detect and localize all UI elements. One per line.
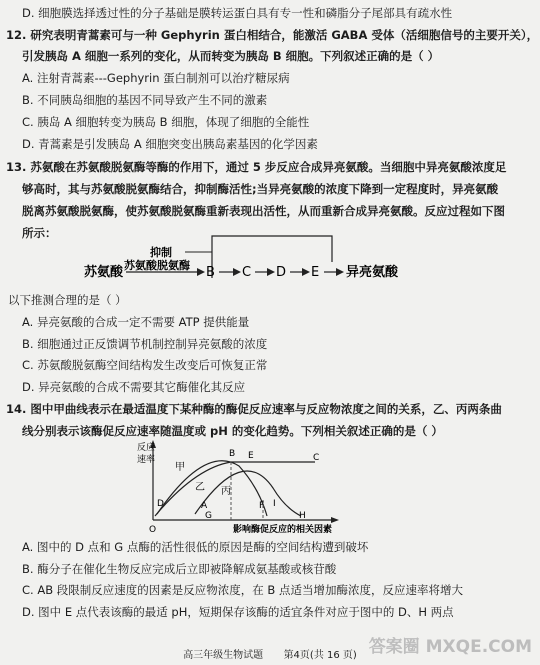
q14-stem-line1: 14. 图中甲曲线表示在最适温度下某种酶的酶促反应速率与反应物浓度之间的关系，乙、丙两条曲 xyxy=(6,402,502,416)
q12-option-a: A. 注射青蒿素---Gephyrin 蛋白制剂可以治疗糖尿病 xyxy=(22,71,290,85)
q13-option-a: A. 异亮氨酸的合成一定不需要 ATP 提供能量 xyxy=(22,315,250,329)
point-b: B xyxy=(229,449,236,459)
point-h: H xyxy=(299,511,306,521)
q13-stem-line4: 所示： xyxy=(22,226,57,240)
point-c: C xyxy=(313,453,320,463)
threonine-label: 苏氨酸 xyxy=(84,265,124,280)
inhibit-label: 抑制 xyxy=(150,246,172,259)
series-jia-label: 甲 xyxy=(175,462,185,473)
point-a: A xyxy=(201,501,208,511)
intermediate-c: C xyxy=(242,265,252,280)
q11-option-d: D. 细胞膜选择透过性的分子基础是膜转运蛋白具有专一性和磷脂分子尾部具有疏水性 xyxy=(22,6,453,20)
x-axis-label: 影响酶促反应的相关因素 xyxy=(233,525,333,535)
intermediate-d: D xyxy=(276,265,287,280)
isoleucine-label: 异亮氨酸 xyxy=(346,265,399,280)
point-d: D xyxy=(157,499,164,509)
q12-stem-line1: 12. 研究表明青蒿素可与一种 Gephyrin 蛋白相结合，能激活 GABA 受体（活细胞信号的主要开关）， xyxy=(6,28,539,42)
origin-label: O xyxy=(149,525,157,535)
q13-option-b: B. 细胞通过正反馈调节机制控制异亮氨酸的浓度 xyxy=(22,337,268,351)
q14-option-c: C. AB 段限制反应速度的因素是反应物浓度，在 B 点适当增加酶浓度，反应速率将增大 xyxy=(22,583,463,597)
q14-option-b: B. 酶分子在催化生物反应完成后立即被降解成氨基酸或核苷酸 xyxy=(22,562,337,576)
q14-option-d: D. 图中 E 点代表该酶的最适 pH，短期保存该酶的适宜条件对应于图中的 D、H 两点 xyxy=(22,605,454,619)
q13-stem-line2: 够高时，其与苏氨酸脱氨酶结合，抑制酶活性;当异亮氨酸的浓度下降到一定程度时，异亮氨酸 xyxy=(22,182,499,196)
point-g: G xyxy=(205,511,212,521)
series-yi-label: 乙 xyxy=(195,482,205,493)
enzyme-rate-graph xyxy=(135,436,345,536)
intermediate-b: B xyxy=(206,265,215,280)
q13-stem-line1: 13. 苏氨酸在苏氨酸脱氨酶等酶的作用下，通过 5 步反应合成异亮氨酸。当细胞中异亮氨酸浓度足 xyxy=(6,160,507,174)
q13-option-d: D. 异亮氨酸的合成不需要其它酶催化其反应 xyxy=(22,380,246,394)
point-i: I xyxy=(273,499,276,509)
reaction-pathway-diagram xyxy=(70,232,450,290)
series-bing-label: 丙 xyxy=(221,486,231,497)
y-axis-label-2: 速率 xyxy=(137,455,156,465)
intermediate-e: E xyxy=(311,265,320,280)
footer-grade: 高三年级生物试题 xyxy=(183,650,264,661)
q13-option-c: C. 苏氨酸脱氨酶空间结构发生改变后可恢复正常 xyxy=(22,358,268,372)
q12-option-c: C. 胰岛 A 细胞转变为胰岛 B 细胞，体现了细胞的全能性 xyxy=(22,115,310,129)
q12-option-b: B. 不同胰岛细胞的基因不同导致产生不同的激素 xyxy=(22,93,268,107)
q14-option-a: A. 图中的 D 点和 G 点酶的活性很低的原因是酶的空间结构遭到破坏 xyxy=(22,540,369,554)
y-axis-label-1: 反应 xyxy=(137,443,156,453)
footer-page-number: 第4页(共 16 页) xyxy=(283,650,357,661)
q13-stem-line3: 脱离苏氨酸脱氨酶，使苏氨酸脱氨酶重新表现出活性，从而重新合成异亮氨酸。反应过程如下图 xyxy=(22,204,505,218)
point-f: F xyxy=(259,501,265,511)
q14-stem-line2: 线分别表示该酶促反应速率随温度或 pH 的变化趋势。下列相关叙述正确的是（ ） xyxy=(22,424,443,438)
curve-yi xyxy=(157,461,267,516)
point-e: E xyxy=(248,451,254,461)
q13-question: 以下推测合理的是（ ） xyxy=(8,293,127,307)
watermark: 答案圈 MXQE.COM xyxy=(368,637,532,657)
enzyme-label: 苏氨酸脱氨酶 xyxy=(124,259,190,272)
q12-option-d: D. 青蒿素是引发胰岛 A 细胞突变出胰岛素基因的化学因素 xyxy=(22,137,318,151)
q12-stem-line2: 引发胰岛 A 细胞一系列的变化，从而转变为胰岛 B 细胞。下列叙述正确的是（ ） xyxy=(22,49,440,63)
